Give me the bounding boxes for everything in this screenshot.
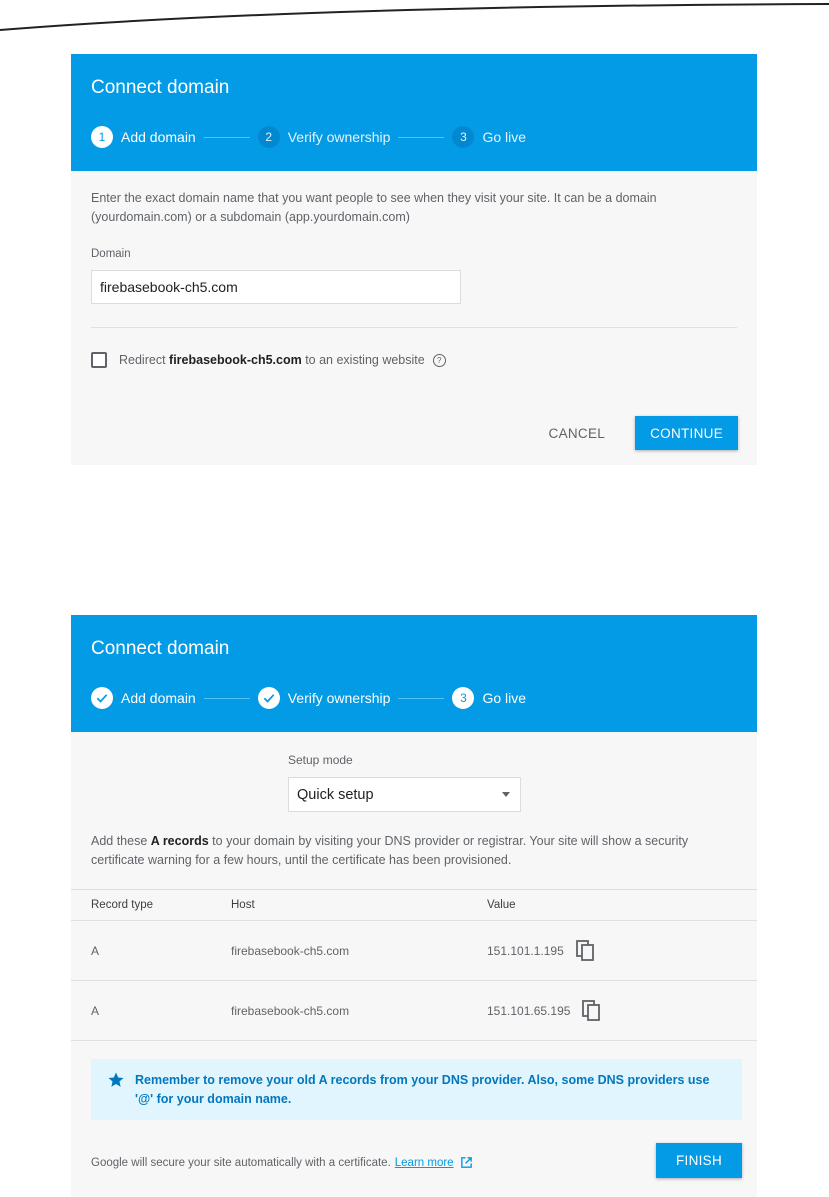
card-actions [543, 416, 738, 450]
table-row [71, 980, 757, 1041]
cancel-button[interactable]: CANCEL [543, 425, 612, 442]
dns-records-table [71, 889, 757, 1041]
domain-description: Enter the exact domain name that you want people to see when they visit your site. It can be a domain (yourdomain.com) or a subdomain (app.yourdomain.com) [91, 191, 657, 224]
step-label: Verify ownership [287, 129, 391, 145]
stepper [91, 125, 737, 149]
domain-field-label: Domain [91, 248, 131, 260]
step-label: Go live [482, 129, 527, 145]
records-bold: A records [150, 834, 209, 848]
card-body [71, 171, 757, 368]
header-record-type: Record type [91, 899, 154, 911]
setup-mode-label: Setup mode [288, 753, 353, 767]
copy-icon[interactable] [576, 940, 596, 962]
continue-button[interactable]: CONTINUE [635, 416, 738, 450]
redirect-option [91, 352, 737, 368]
redirect-prefix: Redirect [119, 353, 166, 367]
value-cell [487, 940, 596, 962]
header-value: Value [487, 899, 516, 911]
star-icon [107, 1071, 125, 1089]
value-cell [487, 1000, 602, 1022]
step-label: Add domain [121, 129, 196, 145]
redirect-domain: firebasebook-ch5.com [169, 353, 302, 367]
step-verify-ownership [258, 687, 391, 709]
step-add-domain [91, 687, 196, 709]
redirect-checkbox[interactable] [91, 352, 107, 368]
host-cell: firebasebook-ch5.com [231, 943, 350, 958]
external-link-icon[interactable] [460, 1156, 473, 1169]
copy-icon[interactable] [582, 1000, 602, 1022]
step-number: 3 [452, 687, 474, 709]
step-connector [398, 137, 444, 138]
record-value: 151.101.1.195 [487, 943, 564, 958]
step-number: 3 [452, 126, 474, 148]
header-host: Host [231, 899, 255, 911]
page-edge-curve [0, 0, 829, 40]
finish-button[interactable]: FINISH [656, 1143, 742, 1178]
redirect-suffix: to an existing website [305, 353, 425, 367]
card-header [71, 54, 757, 171]
step-number: 1 [91, 126, 113, 148]
step-number: 2 [258, 126, 280, 148]
help-icon[interactable]: ? [433, 354, 446, 367]
step-verify-ownership [258, 126, 391, 148]
step-go-live [452, 687, 526, 709]
stepper [91, 686, 737, 710]
record-type-cell: A [91, 943, 100, 958]
record-type-cell: A [91, 1003, 100, 1018]
step-connector [398, 698, 444, 699]
card-title: Connect domain [91, 77, 230, 98]
table-row [71, 920, 757, 980]
card-header [71, 615, 757, 732]
step-label: Verify ownership [287, 690, 391, 706]
host-cell: firebasebook-ch5.com [231, 1003, 350, 1018]
check-icon [91, 687, 113, 709]
records-description [91, 832, 737, 870]
connect-domain-card-step3 [71, 615, 757, 1197]
domain-input[interactable] [91, 270, 461, 304]
step-connector [204, 698, 250, 699]
learn-more-link[interactable]: Learn more [394, 1156, 454, 1169]
reminder-text: Remember to remove your old A records from your DNS provider. Also, some DNS providers use '@' for your domain name. [135, 1072, 710, 1106]
step-connector [204, 137, 250, 138]
divider [91, 327, 737, 328]
setup-mode-select[interactable] [288, 777, 521, 812]
step-add-domain [91, 126, 196, 148]
step-go-live [452, 126, 526, 148]
setup-mode-value: Quick setup [297, 786, 374, 803]
certificate-text: Google will secure your site automatically with a certificate. [91, 1156, 391, 1169]
connect-domain-card-step1 [71, 54, 757, 465]
step-label: Add domain [121, 690, 196, 706]
records-prefix: Add these [91, 834, 148, 848]
dropdown-caret-icon [502, 792, 510, 797]
certificate-info [91, 1156, 473, 1169]
records-suffix: to your domain by visiting your DNS provider or registrar. Your site will show a security certificate warning for a few hours, until the certificate has been provisioned. [91, 834, 689, 867]
table-header-row [71, 889, 757, 920]
check-icon [258, 687, 280, 709]
record-value: 151.101.65.195 [487, 1003, 571, 1018]
setup-mode-block [288, 753, 521, 812]
reminder-note [91, 1059, 742, 1120]
step-label: Go live [482, 690, 527, 706]
card-title: Connect domain [91, 638, 230, 659]
